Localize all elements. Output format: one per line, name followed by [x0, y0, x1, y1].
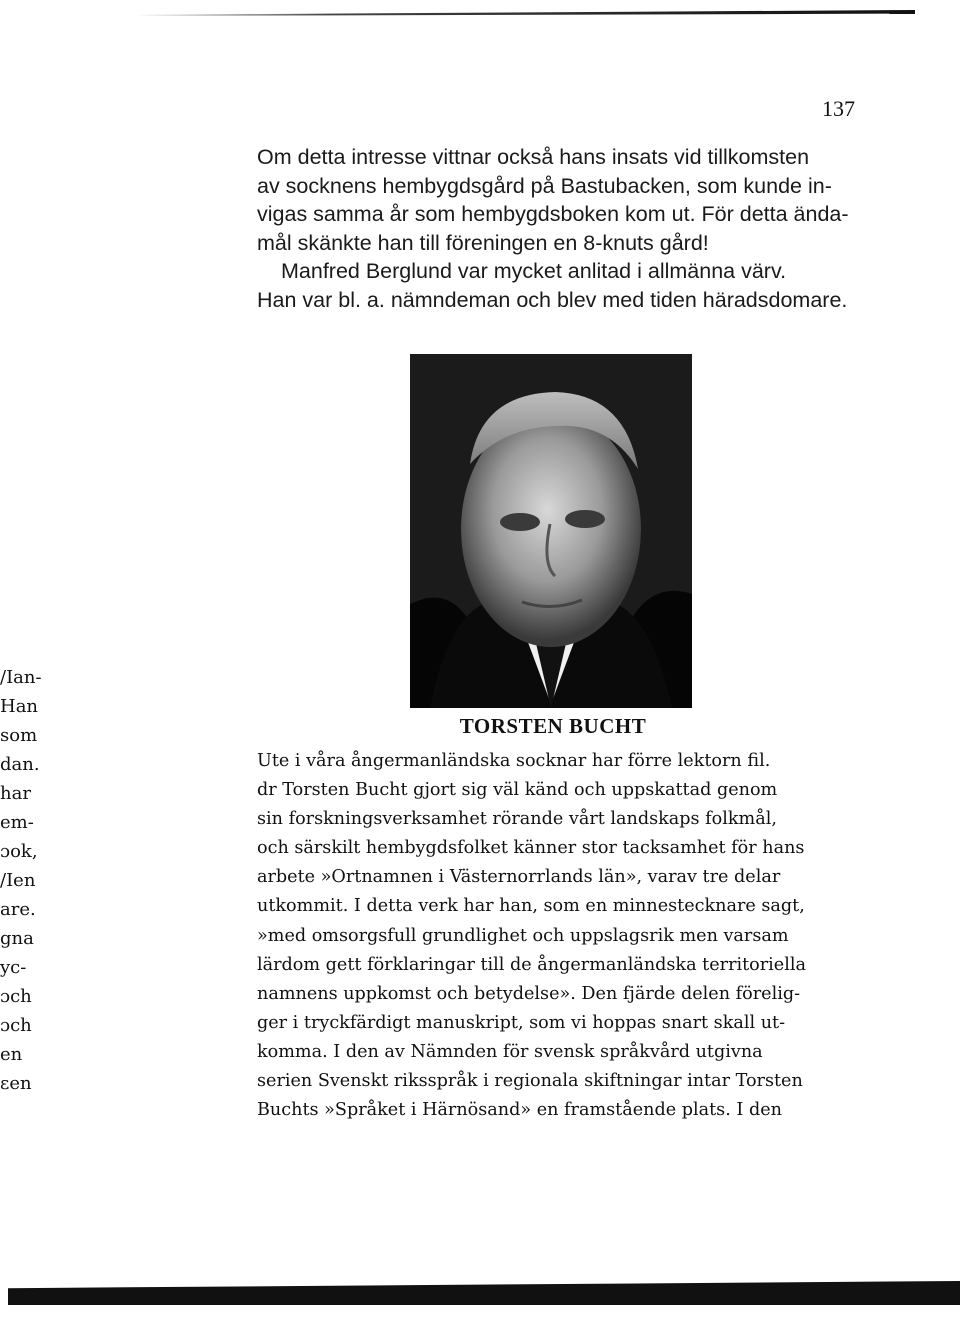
caption-line: ger i tryckfärdigt manuskript, som vi hoppas snart skall ut- [257, 1012, 786, 1033]
caption-paragraph [257, 747, 863, 1125]
intro-line: mål skänkte han till föreningen en 8-knuts gård! [257, 230, 709, 255]
caption-line: serien Svenskt riksspråk i regionala skiftningar intar Torsten [257, 1071, 803, 1092]
caption-line: dr Torsten Bucht gjort sig väl känd och uppskattad genom [257, 780, 778, 801]
top-rule [135, 10, 915, 16]
intro-line: Han var bl. a. nämndeman och blev med tiden häradsdomare. [257, 287, 848, 312]
margin-fragment: /Ian- [0, 667, 42, 688]
margin-fragment: Han [0, 696, 39, 717]
caption-line: komma. I den av Nämnden för svensk språkvård utgivna [257, 1041, 763, 1062]
intro-line: Manfred Berglund var mycket anlitad i allmänna värv. [281, 259, 787, 283]
caption-title: TORSTEN BUCHT [459, 714, 647, 738]
caption-line: sin forskningsverksamhet rörande vårt landskaps folkmål, [257, 809, 777, 830]
margin-fragment: yc- [0, 957, 27, 978]
caption-line: lärdom gett förklaringar till de ångermanländska territoriella [257, 954, 806, 975]
margin-fragment: /Ien [0, 870, 36, 891]
bottom-rule [8, 1281, 960, 1305]
margin-fragment: ɔch [0, 986, 32, 1007]
caption-line: arbete »Ortnamnen i Västernorrlands län», varav tre delar [257, 867, 781, 888]
margin-fragment: ɔch [0, 1015, 32, 1036]
margin-fragment: ɔok, [0, 841, 38, 862]
margin-fragment: en [0, 1044, 23, 1065]
margin-fragment: som [0, 725, 38, 746]
margin-fragment: ɛen [0, 1073, 32, 1094]
caption-line: och särskilt hembygdsfolket känner stor tacksamhet för hans [257, 838, 805, 859]
margin-fragment: are. [0, 899, 36, 920]
caption-line: utkommit. I detta verk har han, som en minnestecknare sagt, [257, 896, 805, 917]
caption-line: namnens uppkomst och betydelse». Den fjärde delen förelig- [257, 983, 801, 1004]
page-number: 137 [822, 96, 855, 121]
facing-page-margin-text [0, 663, 60, 1098]
intro-line: vigas samma år som hembygdsboken kom ut. För detta ända- [257, 202, 849, 226]
caption-line: Buchts »Språket i Härnösand» en framstående plats. I den [257, 1100, 782, 1121]
margin-fragment: em- [0, 812, 34, 833]
margin-fragment: gna [0, 928, 34, 949]
caption-line: Ute i våra ångermanländska socknar har förre lektorn fil. [257, 751, 771, 771]
intro-paragraph [257, 143, 857, 314]
margin-fragment: dan. [0, 754, 40, 775]
margin-fragment: har [0, 783, 31, 804]
caption-line: »med omsorgsfull grundlighet och uppslagsrik men varsam [257, 925, 789, 946]
intro-line: av socknens hembygdsgård på Bastubacken, som kunde in- [257, 173, 832, 198]
portrait-photo [410, 354, 692, 708]
intro-line: Om detta intresse vittnar också hans insats vid tillkomsten [257, 145, 810, 169]
